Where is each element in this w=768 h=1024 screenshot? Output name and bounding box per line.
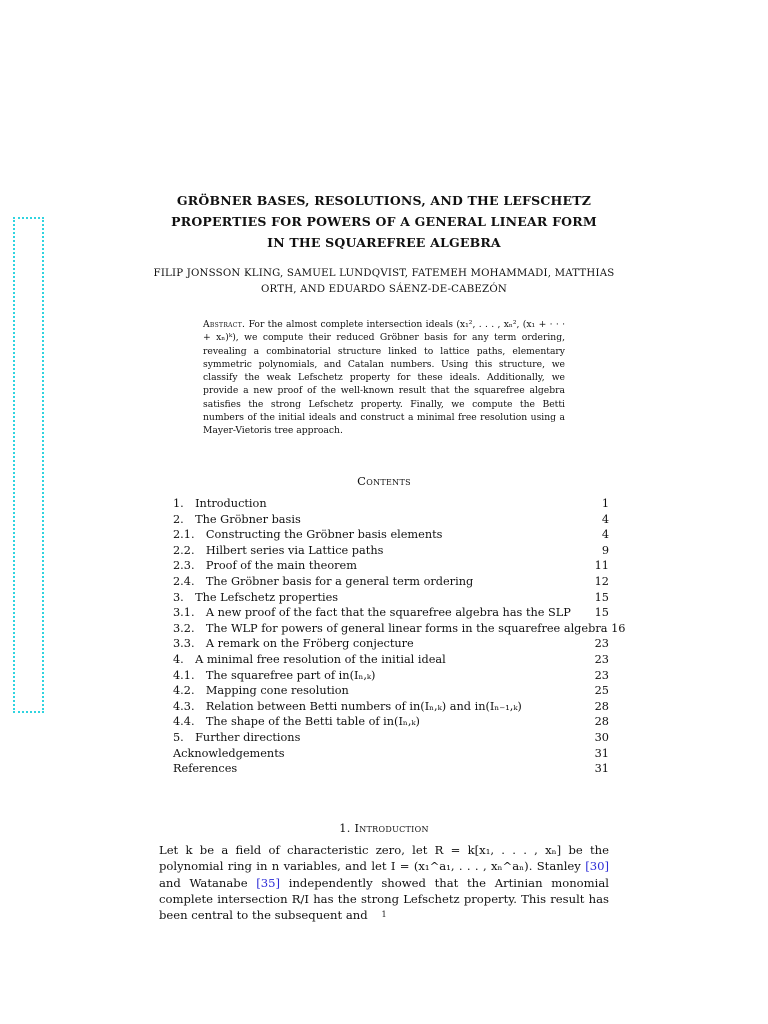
- arxiv-side-stamp: [13, 217, 44, 713]
- toc-entry-number: 4.3.: [173, 699, 195, 713]
- toc-entry-label: [173, 605, 571, 621]
- toc-entry-gap: [195, 700, 206, 713]
- paper-title: [120, 190, 648, 253]
- toc-entry-page: 23: [594, 652, 609, 666]
- toc-entry-title: A new proof of the fact that the squarefree algebra has the SLP: [205, 606, 571, 620]
- abstract-text: For the almost complete intersection ideals (x₁², . . . , xₙ², (x₁ + · · · + xₙ)ᵏ), we compute their reduced Gröbner basis for any term ordering, revealing a combinatorial structure linked to lattice paths, elementary symmetric polynomials, and Catalan numbers. Using this structure, we classify the weak Lefschetz property for these ideals. Additionally, we provide a new proof of the well-known result that the squarefree algebra satisfies the strong Lefschetz property. Finally, we compute the Betti numbers of the initial ideals and construct a minimal free resolution using a Mayer-Vietoris tree approach.: [203, 319, 565, 437]
- toc-entry-title: The WLP for powers of general linear forms in the squarefree algebra: [205, 621, 608, 635]
- toc-entry-number: 2.2.: [173, 543, 195, 557]
- toc-entry-number: 4.1.: [173, 668, 195, 682]
- toc-entry-title: Constructing the Gröbner basis elements: [205, 528, 443, 542]
- toc-entry[interactable]: [173, 746, 609, 762]
- toc-entry-number: 3.1.: [173, 606, 195, 620]
- toc-entry-gap: [184, 653, 195, 666]
- toc-entry-label: [173, 496, 267, 512]
- toc-entry-page: 23: [594, 668, 609, 682]
- toc-entry[interactable]: [173, 512, 609, 528]
- citation-link-35[interactable]: [35]: [256, 875, 281, 890]
- toc-entry-number: 2.: [173, 512, 184, 526]
- intro-text-part-1: Let k be a field of characteristic zero, let R = k[x₁, . . . , xₙ] be the polynomial ring in n variables, and let I = (x₁^a₁, . . . , xₙ^aₙ). Stanley: [159, 843, 609, 874]
- toc-entry-gap: [195, 544, 206, 557]
- intro-text-part-3: independently showed that the Artinian monomial complete intersection R/I has the strong Lefschetz property. This result has been central to the subsequent and: [159, 875, 609, 923]
- toc-entry-page: 31: [594, 762, 609, 776]
- toc-entry[interactable]: [173, 636, 609, 652]
- page-number: 1: [381, 910, 387, 919]
- toc-entry-number: 2.4.: [173, 574, 195, 588]
- toc-entry-gap: [184, 513, 195, 526]
- section-heading-introduction: 1. Introduction: [339, 822, 429, 835]
- toc-entry-number: 1.: [173, 497, 184, 510]
- toc-entry[interactable]: [173, 652, 609, 668]
- toc-entry-label: [173, 746, 285, 762]
- toc-entry-number: 4.2.: [173, 684, 195, 698]
- toc-entry-gap: [184, 591, 195, 604]
- authors-line-1: FILIP JONSSON KLING, SAMUEL LUNDQVIST, FATEMEH MOHAMMADI, MATTHIAS: [153, 268, 615, 279]
- toc-entry-page: 9: [601, 543, 609, 557]
- table-of-contents: [173, 496, 626, 777]
- abstract-label: Abstract.: [203, 319, 246, 330]
- toc-entry-gap: [195, 528, 206, 541]
- toc-entry-page: 15: [594, 590, 609, 604]
- toc-entry-title: A remark on the Fröberg conjecture: [205, 637, 414, 651]
- toc-entry-label: [173, 621, 607, 637]
- toc-entry-page: 23: [594, 637, 609, 651]
- toc-entry-title: Further directions: [195, 730, 301, 744]
- toc-entry-page: 4: [601, 512, 609, 526]
- toc-entry-number: 4.4.: [173, 715, 195, 729]
- toc-entry[interactable]: [173, 590, 609, 606]
- toc-entry-label: [173, 761, 237, 777]
- toc-entry-page: 28: [594, 699, 609, 713]
- toc-entry-gap: [195, 622, 206, 635]
- toc-entry[interactable]: [173, 668, 609, 684]
- toc-entry-gap: [195, 715, 206, 728]
- toc-entry-page: 15: [594, 606, 609, 620]
- toc-entry-number: 2.3.: [173, 559, 195, 573]
- intro-text-part-2: and Watanabe: [159, 875, 257, 890]
- toc-entry-page: 16: [611, 621, 626, 635]
- toc-entry-title: References: [173, 762, 238, 776]
- toc-entry-title: Relation between Betti numbers of in(Iₙ,ₖ) and in(Iₙ₋₁,ₖ): [205, 699, 522, 713]
- toc-entry[interactable]: [173, 714, 609, 730]
- toc-entry-title: The squarefree part of in(Iₙ,ₖ): [205, 668, 376, 682]
- toc-entry-label: [173, 714, 420, 730]
- toc-entry-page: 28: [594, 715, 609, 729]
- title-line-1: GRÖBNER BASES, RESOLUTIONS, AND THE LEFSCHETZ: [176, 193, 592, 208]
- toc-entry-page: 31: [594, 746, 609, 760]
- author-list: [140, 266, 628, 298]
- toc-entry-number: 3.3.: [173, 637, 195, 651]
- toc-entry-gap: [195, 637, 206, 650]
- toc-entry-gap: [184, 731, 195, 744]
- toc-entry[interactable]: [173, 699, 609, 715]
- abstract: [203, 318, 565, 438]
- toc-entry[interactable]: [173, 574, 609, 590]
- title-line-3: IN THE SQUAREFREE ALGEBRA: [267, 235, 501, 250]
- toc-entry-label: [173, 683, 349, 699]
- toc-entry-number: 5.: [173, 730, 184, 744]
- toc-entry-page: 1: [601, 497, 609, 510]
- toc-entry-page: 30: [594, 730, 609, 744]
- toc-entry-number: 3.2.: [173, 621, 195, 635]
- toc-entry-title: Hilbert series via Lattice paths: [205, 543, 384, 557]
- toc-entry-gap: [195, 575, 206, 588]
- toc-entry-title: Introduction: [195, 497, 267, 510]
- title-line-2: PROPERTIES FOR POWERS OF A GENERAL LINEAR FORM: [171, 214, 597, 229]
- toc-entry-gap: [195, 559, 206, 572]
- toc-entry-title: Mapping cone resolution: [205, 684, 349, 698]
- toc-entry[interactable]: [173, 496, 609, 512]
- toc-entry[interactable]: [173, 558, 609, 574]
- toc-entry[interactable]: [173, 730, 609, 746]
- toc-entry-gap: [195, 669, 206, 682]
- toc-entry-label: [173, 574, 473, 590]
- toc-entry-page: 25: [594, 684, 609, 698]
- toc-entry-label: [173, 543, 383, 559]
- toc-entry[interactable]: [173, 527, 609, 543]
- toc-entry-label: [173, 527, 442, 543]
- toc-entry-number: 4.: [173, 652, 184, 666]
- toc-entry-title: Proof of the main theorem: [205, 559, 357, 573]
- contents-heading: Contents: [357, 474, 411, 488]
- toc-entry-title: The shape of the Betti table of in(Iₙ,ₖ): [205, 715, 420, 729]
- toc-entry-number: 3.: [173, 590, 184, 604]
- toc-entry-page: 11: [594, 559, 609, 573]
- toc-entry-title: A minimal free resolution of the initial ideal: [195, 652, 446, 666]
- toc-entry-label: [173, 590, 338, 606]
- toc-entry-label: [173, 636, 414, 652]
- toc-entry[interactable]: [173, 683, 609, 699]
- toc-entry-gap: [195, 684, 206, 697]
- toc-entry-label: [173, 730, 300, 746]
- toc-entry-number: 2.1.: [173, 528, 195, 542]
- toc-entry[interactable]: [173, 621, 626, 637]
- toc-entry-gap: [195, 606, 206, 619]
- citation-link-30[interactable]: [30]: [585, 859, 609, 874]
- toc-entry[interactable]: [173, 605, 609, 621]
- toc-entry-label: [173, 699, 522, 715]
- toc-entry[interactable]: [173, 761, 609, 777]
- authors-line-2: ORTH, AND EDUARDO SÁENZ-DE-CABEZÓN: [260, 284, 507, 295]
- toc-entry-title: The Lefschetz properties: [195, 590, 339, 604]
- toc-entry-title: The Gröbner basis: [195, 512, 301, 526]
- toc-entry-gap: [184, 497, 195, 510]
- toc-entry-label: [173, 512, 301, 528]
- toc-entry-title: Acknowledgements: [173, 746, 285, 760]
- toc-entry-label: [173, 558, 357, 574]
- toc-entry-title: The Gröbner basis for a general term ordering: [205, 574, 474, 588]
- toc-entry-page: 4: [601, 528, 609, 542]
- toc-entry-page: 12: [594, 574, 609, 588]
- toc-entry-label: [173, 668, 375, 684]
- toc-entry-label: [173, 652, 446, 668]
- toc-entry[interactable]: [173, 543, 609, 559]
